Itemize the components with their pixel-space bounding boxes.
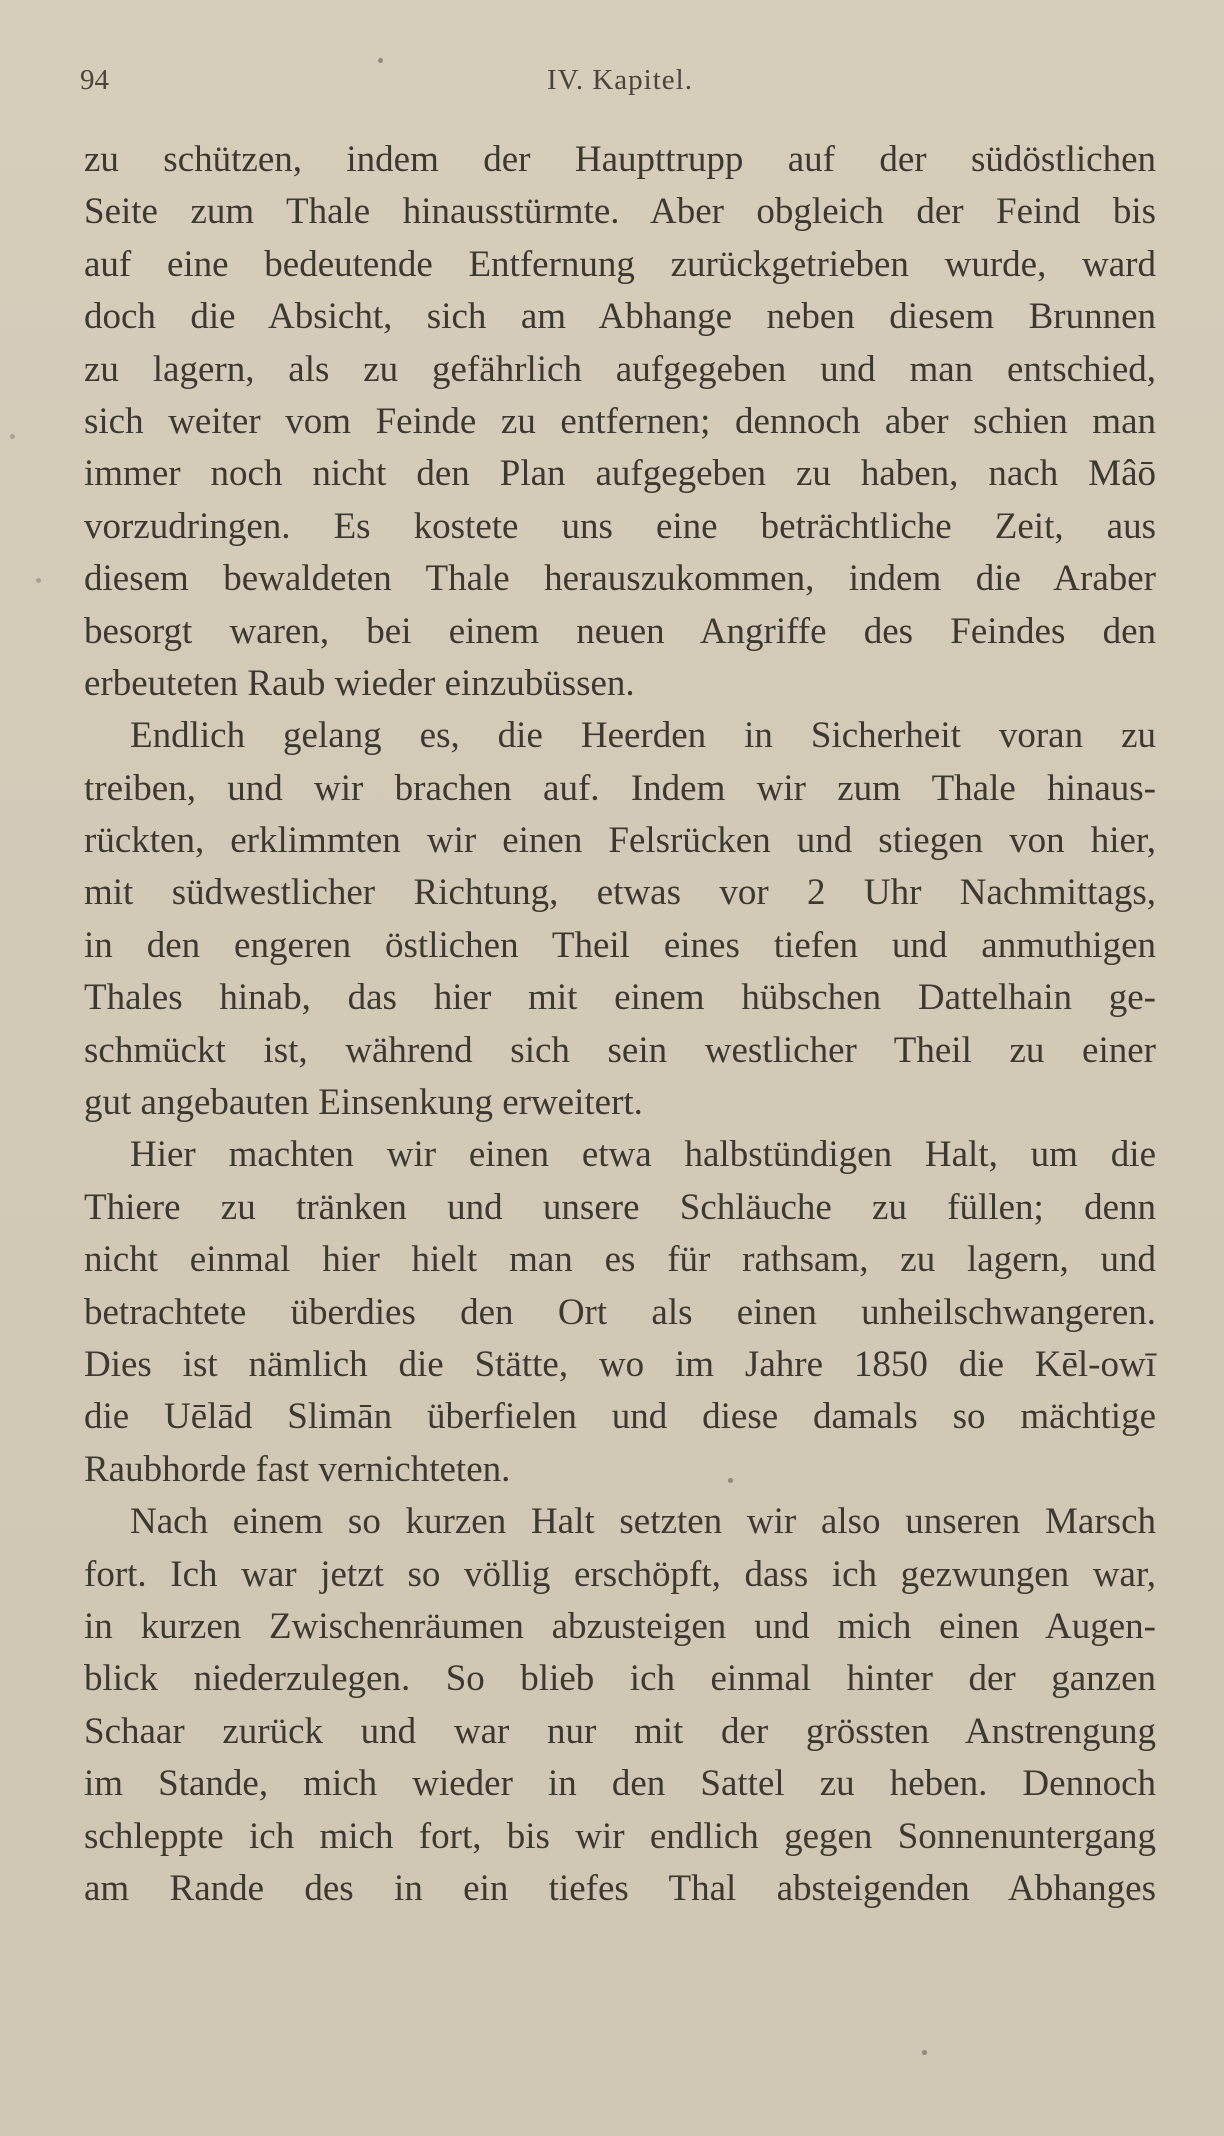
text-line: blick niederzulegen. So blieb ich einmal hinter der ganzen: [84, 1658, 1156, 1700]
text-line: schmückt ist, während sich sein westlicher Theil zu einer: [84, 1029, 1156, 1071]
text-line: sich weiter vom Feinde zu entfernen; dennoch aber schien man: [84, 400, 1156, 442]
text-line: Schaar zurück und war nur mit der grössten Anstrengung: [84, 1710, 1156, 1752]
body-text: [84, 134, 1156, 1915]
text-line: im Stande, mich wieder in den Sattel zu heben. Dennoch: [84, 1763, 1156, 1805]
paragraph-2: [84, 710, 1156, 1129]
text-line: doch die Absicht, sich am Abhange neben diesem Brunnen: [84, 296, 1156, 338]
text-line: Seite zum Thale hinausstürmte. Aber obgleich der Feind bis: [84, 191, 1156, 233]
text-line: in den engeren östlichen Theil eines tiefen und anmuthigen: [84, 924, 1156, 966]
text-line: besorgt waren, bei einem neuen Angriffe des Feindes den: [84, 610, 1156, 652]
text-line: fort. Ich war jetzt so völlig erschöpft, dass ich gezwungen war,: [84, 1553, 1156, 1595]
text-line: erbeuteten Raub wieder einzubüssen.: [84, 662, 635, 704]
page-number: 94: [80, 64, 109, 96]
text-line: zu lagern, als zu gefährlich aufgegeben und man entschied,: [84, 348, 1156, 390]
paper-speck: [728, 1478, 733, 1483]
paper-speck: [10, 434, 15, 439]
text-line: Hier machten wir einen etwa halbstündigen Halt, um die: [130, 1134, 1156, 1176]
text-line: vorzudringen. Es kostete uns eine beträchtliche Zeit, aus: [84, 505, 1156, 547]
text-line: Nach einem so kurzen Halt setzten wir also unseren Marsch: [130, 1501, 1156, 1543]
text-line: zu schützen, indem der Haupttrupp auf der südöstlichen: [84, 139, 1156, 180]
paper-speck: [378, 58, 383, 63]
text-line: in kurzen Zwischenräumen abzusteigen und mich einen Augen-: [84, 1605, 1156, 1647]
text-line: rückten, erklimmten wir einen Felsrücken und stiegen von hier,: [84, 820, 1156, 862]
text-line: mit südwestlicher Richtung, etwas vor 2 Uhr Nachmittags,: [84, 872, 1156, 914]
text-line: Thales hinab, das hier mit einem hübschen Dattelhain ge-: [84, 977, 1156, 1019]
text-line: immer noch nicht den Plan aufgegeben zu haben, nach Mâō: [84, 453, 1156, 495]
running-head: IV. Kapitel.: [547, 64, 693, 96]
text-line: Endlich gelang es, die Heerden in Sicherheit voran zu: [130, 715, 1156, 757]
text-line: betrachtete überdies den Ort als einen unheilschwangeren.: [84, 1291, 1156, 1333]
text-line: gut angebauten Einsenkung erweitert.: [84, 1082, 643, 1124]
text-line: die Uēlād Slimān überfielen und diese damals so mächtige: [84, 1396, 1156, 1438]
paper-speck: [922, 2050, 927, 2055]
paragraph-3: [84, 1129, 1156, 1496]
text-line: nicht einmal hier hielt man es für rathsam, zu lagern, und: [84, 1239, 1156, 1281]
text-line: schleppte ich mich fort, bis wir endlich gegen Sonnenuntergang: [84, 1815, 1156, 1857]
paragraph-4: [84, 1496, 1156, 1915]
text-line: Raubhorde fast vernichteten.: [84, 1448, 511, 1490]
text-line: treiben, und wir brachen auf. Indem wir zum Thale hinaus-: [84, 767, 1156, 809]
text-line: auf eine bedeutende Entfernung zurückgetrieben wurde, ward: [84, 243, 1156, 285]
text-line: am Rande des in ein tiefes Thal absteigenden Abhanges: [84, 1867, 1156, 1909]
text-line: Dies ist nämlich die Stätte, wo im Jahre 1850 die Kēl-owī: [84, 1343, 1156, 1385]
text-line: diesem bewaldeten Thale herauszukommen, indem die Araber: [84, 558, 1156, 600]
paper-speck: [36, 578, 41, 583]
text-line: Thiere zu tränken und unsere Schläuche zu füllen; denn: [84, 1186, 1156, 1228]
page-header: [80, 58, 1160, 102]
paragraph-1: [84, 134, 1156, 710]
